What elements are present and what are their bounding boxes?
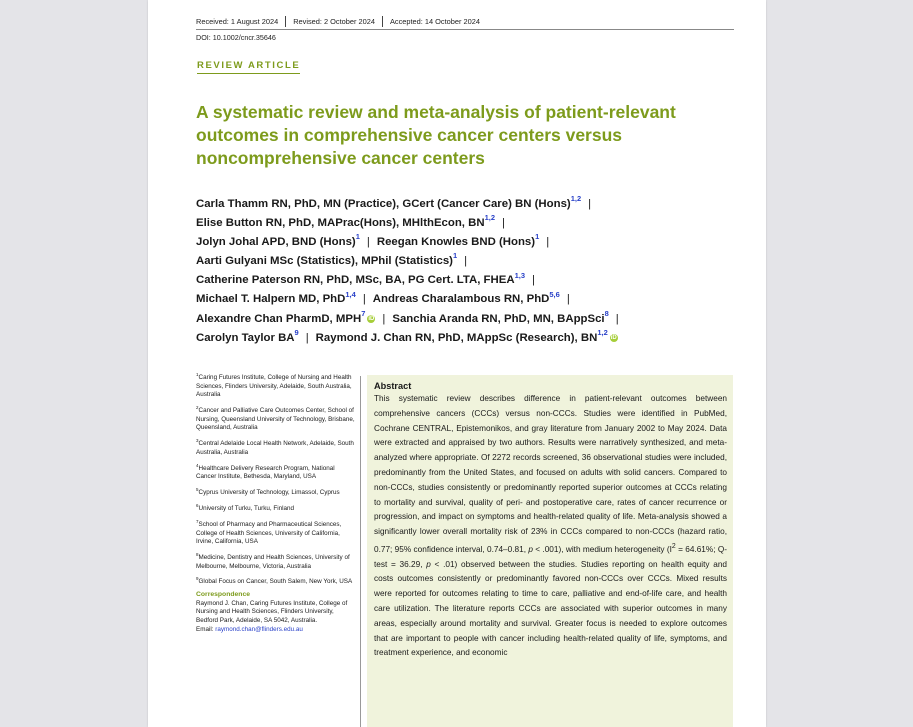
affiliation-text: Caring Futures Institute, College of Nursing and Health Sciences, Flinders University, Adelaide, South Australia, Australia [196, 374, 352, 399]
affiliation-text: Cyprus University of Technology, Limassol, Cyprus [198, 489, 340, 497]
author-name[interactable]: Sanchia Aranda RN, PhD, MN, BAppSci [392, 312, 605, 325]
abstract-text-part: < .001), with medium heterogeneity (I [532, 544, 672, 554]
correspondence-heading: Correspondence [196, 591, 251, 599]
author-affiliation-superscript: 1 [355, 232, 360, 242]
author-name[interactable]: Michael T. Halpern MD, PhD [196, 293, 346, 306]
author-line [196, 290, 736, 309]
affiliation-text: Central Adelaide Local Health Network, Adelaide, South Australia, Australia [196, 440, 354, 456]
author-separator: | [362, 293, 366, 306]
author-affiliation-superscript: 9 [294, 327, 299, 337]
affiliation-text: School of Pharmacy and Pharmaceutical Sciences, College of Health Sciences, University of California, Irvine, California, USA [196, 520, 342, 546]
author-separator: | [546, 236, 550, 249]
correspondence-email-link[interactable]: raymond.chan@flinders.edu.au [215, 625, 303, 633]
affiliation-number: 7 [196, 518, 199, 524]
affiliation-number: 1 [196, 372, 199, 377]
abstract-text-part: < .01) observed between the studies. Studies reporting on health equity and costs outcomes consistently or predominantly favored non-CCCs over CCCs. Mixed results were reported for outcomes relating to time to care, palliative and end-of-life care, and health care utilization. The literature reports CCCs are associated with superior outcomes in many areas, especially around mortality and survival. Greater focus is needed to explore outcomes that are important to people with cancer including health-related quality of life, symptoms, and treatment experience, and economic [374, 559, 727, 658]
abstract-text-part: = 64.61%; Q-test = 36.29, [374, 544, 728, 569]
header-rule [196, 29, 734, 30]
author-name[interactable]: Carla Thamm RN, PhD, MN (Practice), GCert (Cancer Care) BN (Hons) [196, 198, 571, 210]
affiliation-text: Cancer and Palliative Care Outcomes Center, School of Nursing, Queensland University of Technology, Brisbane, Queensland, Australia [196, 407, 355, 432]
author-affiliation-superscript: 1,3 [514, 270, 525, 280]
affiliation-item [196, 575, 356, 587]
author-line [196, 214, 736, 233]
author-separator: | [532, 274, 535, 287]
author-separator: | [588, 198, 592, 210]
author-separator: | [366, 236, 370, 249]
affiliation-text: Global Focus on Cancer, South Salem, New York, USA [198, 578, 353, 586]
author-name[interactable]: Alexandre Chan PharmD, MPH [196, 312, 362, 325]
affiliations-column [196, 371, 356, 634]
accepted-date: Accepted: 14 October 2024 [389, 17, 480, 26]
p-symbol: p [426, 559, 431, 569]
author-line [196, 310, 736, 329]
article-type-label: REVIEW ARTICLE [197, 60, 300, 74]
affiliation-number: 4 [196, 462, 199, 468]
author-affiliation-superscript: 1,2 [484, 213, 496, 223]
author-name[interactable]: Jolyn Johal APD, BND (Hons) [196, 236, 356, 249]
affiliation-number: 6 [196, 502, 199, 508]
affiliation-item [196, 486, 356, 498]
affiliation-text: Medicine, Dentistry and Health Sciences, University of Melbourne, Melbourne, Victoria, Australia [196, 553, 350, 570]
affiliation-item [196, 551, 356, 571]
article-dates [196, 16, 480, 27]
affiliation-number: 8 [196, 551, 199, 557]
author-separator: | [615, 312, 619, 325]
column-divider [360, 376, 361, 727]
p-symbol: p [528, 544, 533, 554]
abstract-text [374, 392, 727, 661]
author-affiliation-superscript: 5,6 [549, 289, 560, 299]
affiliation-item [196, 404, 356, 433]
i-squared-superscript: 2 [671, 542, 676, 550]
author-line [196, 233, 736, 252]
email-label: Email: [196, 625, 216, 633]
affiliation-list [196, 371, 356, 587]
revised-date: Revised: 2 October 2024 [293, 17, 375, 26]
author-name[interactable]: Aarti Gulyani MSc (Statistics), MPhil (Statistics) [196, 255, 453, 268]
author-separator: | [382, 312, 386, 325]
author-separator: | [502, 217, 505, 230]
affiliation-text: University of Turku, Turku, Finland [198, 505, 295, 513]
date-separator [285, 16, 286, 27]
author-affiliation-superscript: 1,2 [570, 194, 582, 204]
orcid-icon[interactable]: iD [610, 334, 617, 341]
affiliation-number: 2 [196, 405, 199, 411]
author-name[interactable]: Andreas Charalambous RN, PhD [372, 293, 550, 306]
affiliation-item [196, 437, 356, 457]
received-date: Received: 1 August 2024 [196, 17, 279, 26]
abstract-heading: Abstract [374, 381, 412, 391]
author-affiliation-superscript: 1 [452, 251, 458, 261]
author-affiliation-superscript: 1 [535, 232, 540, 242]
affiliation-item [196, 518, 356, 547]
affiliation-item [196, 502, 356, 514]
author-line [196, 271, 736, 290]
author-affiliation-superscript: 1,4 [345, 289, 356, 299]
author-line [196, 329, 736, 348]
affiliation-item [196, 462, 356, 482]
affiliation-item [196, 371, 356, 400]
doi[interactable]: DOI: 10.1002/cncr.35646 [196, 33, 276, 42]
author-line [196, 195, 736, 214]
author-name[interactable]: Catherine Paterson RN, PhD, MSc, BA, PG Cert. LTA, FHEA [196, 274, 515, 287]
author-affiliation-superscript: 7 [361, 308, 366, 318]
affiliation-text: Healthcare Delivery Research Program, National Cancer Institute, Bethesda, Maryland, USA [196, 464, 335, 481]
author-affiliation-superscript: 1,2 [597, 327, 608, 337]
article-page [148, 0, 766, 727]
orcid-icon[interactable]: iD [368, 315, 375, 322]
author-line [196, 252, 736, 271]
author-name[interactable]: Elise Button RN, PhD, MAPrac(Hons), MHlthEcon, BN [196, 217, 485, 230]
affiliation-number: 9 [196, 576, 199, 582]
abstract-text-part: This systematic review describes difference in patient-relevant outcomes between comprehensive cancers (CCCs) versus non-CCCs. Studies were identified in PubMed, Cochrane CENTRAL, Epistemonikos, and gray literature from January 2002 to May 2024. Data were extracted and appraised by two authors. Results were narratively synthesized, and meta-analyzed where appropriate. Of 2272 records screened, 36 observational studies were included, predominantly from the United States, and focused on adults with solid cancers. Compared to non-CCCs, studies consistently or predominantly reported superior outcomes at CCCs relating to mortality and survival, quality of peri- and postoperative care, rates of cancer recurrence or progression, and impact on symptoms and health-related quality of life. Meta-analysis showed a significantly lower overall mortality risk of 23% in CCCs compared to non-CCCs (hazard ratio, 0.77; 95% confidence interval, 0.74–0.81, [374, 394, 727, 554]
author-separator: | [566, 293, 570, 306]
author-separator: | [464, 255, 468, 268]
author-name[interactable]: Reegan Knowles BND (Hons) [376, 236, 536, 249]
date-separator [382, 16, 383, 27]
affiliation-number: 3 [196, 438, 199, 444]
abstract-box [367, 375, 733, 727]
article-title: A systematic review and meta-analysis of patient-relevant outcomes in comprehensive cancer centers versus noncomprehensive cancer centers [196, 102, 676, 168]
correspondence-body [196, 600, 356, 634]
affiliation-number: 5 [196, 487, 199, 493]
author-list [196, 195, 736, 348]
author-name[interactable]: Raymond J. Chan RN, PhD, MAppSc (Research), BN [315, 331, 598, 344]
author-separator: | [305, 331, 309, 344]
correspondence-address: Raymond J. Chan, Caring Futures Institute, College of Nursing and Health Sciences, Flinders University, Bedford Park, Adelaide, SA 5042, Australia. [196, 599, 348, 624]
author-name[interactable]: Carolyn Taylor BA [196, 331, 295, 344]
author-affiliation-superscript: 8 [604, 308, 609, 318]
